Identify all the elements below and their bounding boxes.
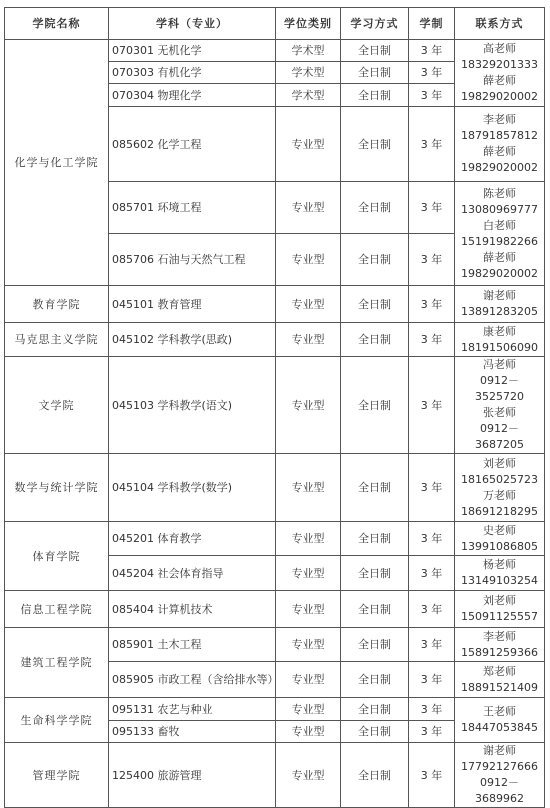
degree-cell: 专业型 <box>276 721 341 743</box>
table-row <box>5 286 545 323</box>
contact-phone: 19829020002 <box>461 161 538 174</box>
college-cell: 教育学院 <box>5 286 109 323</box>
years-cell: 3 年 <box>409 454 455 522</box>
subject-cell: 045204 社会体育指导 <box>109 556 276 591</box>
contact-name: 谢老师 <box>483 744 516 757</box>
contact-name: 杨老师 <box>483 558 516 571</box>
years-cell: 3 年 <box>409 84 455 107</box>
years-cell: 3 年 <box>409 721 455 743</box>
header-years: 学制 <box>409 8 455 40</box>
contact-name: 白老师 <box>483 218 516 232</box>
contact-cell <box>455 454 545 522</box>
contact-name: 张老师 <box>483 406 516 419</box>
subject-cell: 085701 环境工程 <box>109 182 276 234</box>
years-cell: 3 年 <box>409 286 455 323</box>
years-cell: 3 年 <box>409 40 455 62</box>
degree-cell: 学术型 <box>276 40 341 62</box>
degree-cell: 专业型 <box>276 107 341 182</box>
contact-phone: 15091125557 <box>461 610 538 623</box>
table-row <box>5 323 545 357</box>
contact-name: 薛老师 <box>483 145 516 158</box>
degree-cell: 专业型 <box>276 556 341 591</box>
header-contact: 联系方式 <box>455 8 545 40</box>
contact-phone: 18191506090 <box>461 340 538 354</box>
degree-cell: 专业型 <box>276 522 341 556</box>
college-cell: 化学与化工学院 <box>5 40 109 286</box>
contact-cell <box>455 743 545 808</box>
degree-cell: 专业型 <box>276 234 341 286</box>
years-cell: 3 年 <box>409 556 455 591</box>
subject-cell: 085706 石油与天然气工程 <box>109 234 276 286</box>
contact-cell <box>455 522 545 556</box>
contact-name: 郑老师 <box>483 664 516 678</box>
mode-cell: 全日制 <box>341 286 409 323</box>
mode-cell: 全日制 <box>341 84 409 107</box>
table-body <box>5 40 545 808</box>
degree-cell: 专业型 <box>276 662 341 698</box>
mode-cell: 全日制 <box>341 40 409 62</box>
contact-name: 史老师 <box>483 523 516 537</box>
contact-name: 王老师 <box>483 705 516 718</box>
college-cell: 生命科学学院 <box>5 698 109 743</box>
contact-phone: 13991086805 <box>461 539 538 553</box>
years-cell: 3 年 <box>409 743 455 808</box>
contact-name: 薛老师 <box>483 74 516 87</box>
degree-cell: 专业型 <box>276 743 341 808</box>
contact-phone: 18447053845 <box>461 721 538 734</box>
degree-cell: 专业型 <box>276 698 341 721</box>
table-row <box>5 628 545 662</box>
years-cell: 3 年 <box>409 628 455 662</box>
degree-cell: 专业型 <box>276 591 341 628</box>
mode-cell: 全日制 <box>341 628 409 662</box>
degree-cell: 学术型 <box>276 62 341 84</box>
contact-phone: 13891283205 <box>461 305 538 318</box>
years-cell: 3 年 <box>409 591 455 628</box>
degree-cell: 专业型 <box>276 182 341 234</box>
subject-cell: 095131 农艺与种业 <box>109 698 276 721</box>
contact-name: 高老师 <box>483 42 516 55</box>
years-cell: 3 年 <box>409 698 455 721</box>
college-cell: 体育学院 <box>5 522 109 591</box>
subject-cell: 045102 学科教学(思政) <box>109 323 276 357</box>
contact-name: 万老师 <box>483 488 516 502</box>
header-mode: 学习方式 <box>341 8 409 40</box>
years-cell: 3 年 <box>409 107 455 182</box>
years-cell: 3 年 <box>409 323 455 357</box>
years-cell: 3 年 <box>409 357 455 454</box>
mode-cell: 全日制 <box>341 62 409 84</box>
college-cell: 管理学院 <box>5 743 109 808</box>
subject-cell: 045104 学科教学(数学) <box>109 454 276 522</box>
contact-phone: 18791857812 <box>461 129 538 142</box>
table-row <box>5 743 545 808</box>
contact-phone: 18691218295 <box>461 504 538 518</box>
contact-cell <box>455 698 545 743</box>
college-cell: 信息工程学院 <box>5 591 109 628</box>
mode-cell: 全日制 <box>341 743 409 808</box>
contact-cell <box>455 182 545 286</box>
subject-cell: 085602 化学工程 <box>109 107 276 182</box>
years-cell: 3 年 <box>409 662 455 698</box>
contact-cell <box>455 107 545 182</box>
mode-cell: 全日制 <box>341 323 409 357</box>
subject-cell: 045103 学科教学(语文) <box>109 357 276 454</box>
mode-cell: 全日制 <box>341 234 409 286</box>
degree-cell: 专业型 <box>276 628 341 662</box>
contact-name: 康老师 <box>483 324 516 338</box>
contact-name: 陈老师 <box>483 186 516 200</box>
college-cell: 数学与统计学院 <box>5 454 109 522</box>
table-header-row <box>5 8 545 40</box>
contact-phone: 19829020002 <box>461 90 538 103</box>
subject-cell: 070304 物理化学 <box>109 84 276 107</box>
degree-cell: 专业型 <box>276 286 341 323</box>
table-row <box>5 454 545 522</box>
subject-cell: 125400 旅游管理 <box>109 743 276 808</box>
header-college: 学院名称 <box>5 8 109 40</box>
subject-cell: 070301 无机化学 <box>109 40 276 62</box>
header-degree: 学位类别 <box>276 8 341 40</box>
table-row <box>5 40 545 62</box>
contact-cell <box>455 591 545 628</box>
degree-cell: 专业型 <box>276 357 341 454</box>
contact-phone: 18329201333 <box>461 58 538 71</box>
contact-phone: 0912－3687205 <box>475 422 524 451</box>
contact-phone: 15191982266 <box>461 234 538 248</box>
years-cell: 3 年 <box>409 234 455 286</box>
subject-cell: 085905 市政工程（含给排水等） <box>109 662 276 698</box>
contact-name: 李老师 <box>483 629 516 643</box>
mode-cell: 全日制 <box>341 721 409 743</box>
subject-cell: 045201 体育教学 <box>109 522 276 556</box>
contact-name: 刘老师 <box>483 594 516 607</box>
contact-phone: 17792127666 <box>461 760 538 773</box>
years-cell: 3 年 <box>409 62 455 84</box>
contact-cell <box>455 357 545 454</box>
table-row <box>5 698 545 721</box>
contact-phone: 0912－3525720 <box>475 374 524 403</box>
header-subject: 学科（专业） <box>109 8 276 40</box>
table-row <box>5 591 545 628</box>
contact-name: 李老师 <box>483 113 516 126</box>
contact-phone: 13149103254 <box>461 574 538 587</box>
years-cell: 3 年 <box>409 182 455 234</box>
mode-cell: 全日制 <box>341 698 409 721</box>
contact-name: 冯老师 <box>483 358 516 371</box>
subject-cell: 085404 计算机技术 <box>109 591 276 628</box>
mode-cell: 全日制 <box>341 662 409 698</box>
college-cell: 马克思主义学院 <box>5 323 109 357</box>
college-cell: 文学院 <box>5 357 109 454</box>
subject-cell: 045101 教育管理 <box>109 286 276 323</box>
mode-cell: 全日制 <box>341 522 409 556</box>
mode-cell: 全日制 <box>341 107 409 182</box>
contact-name: 谢老师 <box>483 289 516 302</box>
contact-cell <box>455 662 545 698</box>
mode-cell: 全日制 <box>341 357 409 454</box>
mode-cell: 全日制 <box>341 454 409 522</box>
contact-phone: 15891259366 <box>461 645 538 659</box>
degree-cell: 学术型 <box>276 84 341 107</box>
mode-cell: 全日制 <box>341 182 409 234</box>
contact-phone: 19829020002 <box>461 266 538 280</box>
contact-cell <box>455 286 545 323</box>
contact-name: 刘老师 <box>483 456 516 470</box>
contact-phone: 0912－3689962 <box>475 776 524 805</box>
contact-cell <box>455 40 545 107</box>
contact-phone: 18891521409 <box>461 680 538 694</box>
subject-cell: 095133 畜牧 <box>109 721 276 743</box>
contact-cell <box>455 556 545 591</box>
mode-cell: 全日制 <box>341 556 409 591</box>
degree-cell: 专业型 <box>276 323 341 357</box>
contact-cell <box>455 628 545 662</box>
degree-cell: 专业型 <box>276 454 341 522</box>
contact-phone: 18165025723 <box>461 472 538 486</box>
contact-phone: 13080969777 <box>461 202 538 216</box>
contact-name: 薛老师 <box>483 250 516 264</box>
table-row <box>5 522 545 556</box>
subject-cell: 070303 有机化学 <box>109 62 276 84</box>
mode-cell: 全日制 <box>341 591 409 628</box>
college-cell: 建筑工程学院 <box>5 628 109 698</box>
years-cell: 3 年 <box>409 522 455 556</box>
table-row <box>5 357 545 454</box>
contact-cell <box>455 323 545 357</box>
subject-cell: 085901 土木工程 <box>109 628 276 662</box>
admissions-table <box>4 7 545 808</box>
